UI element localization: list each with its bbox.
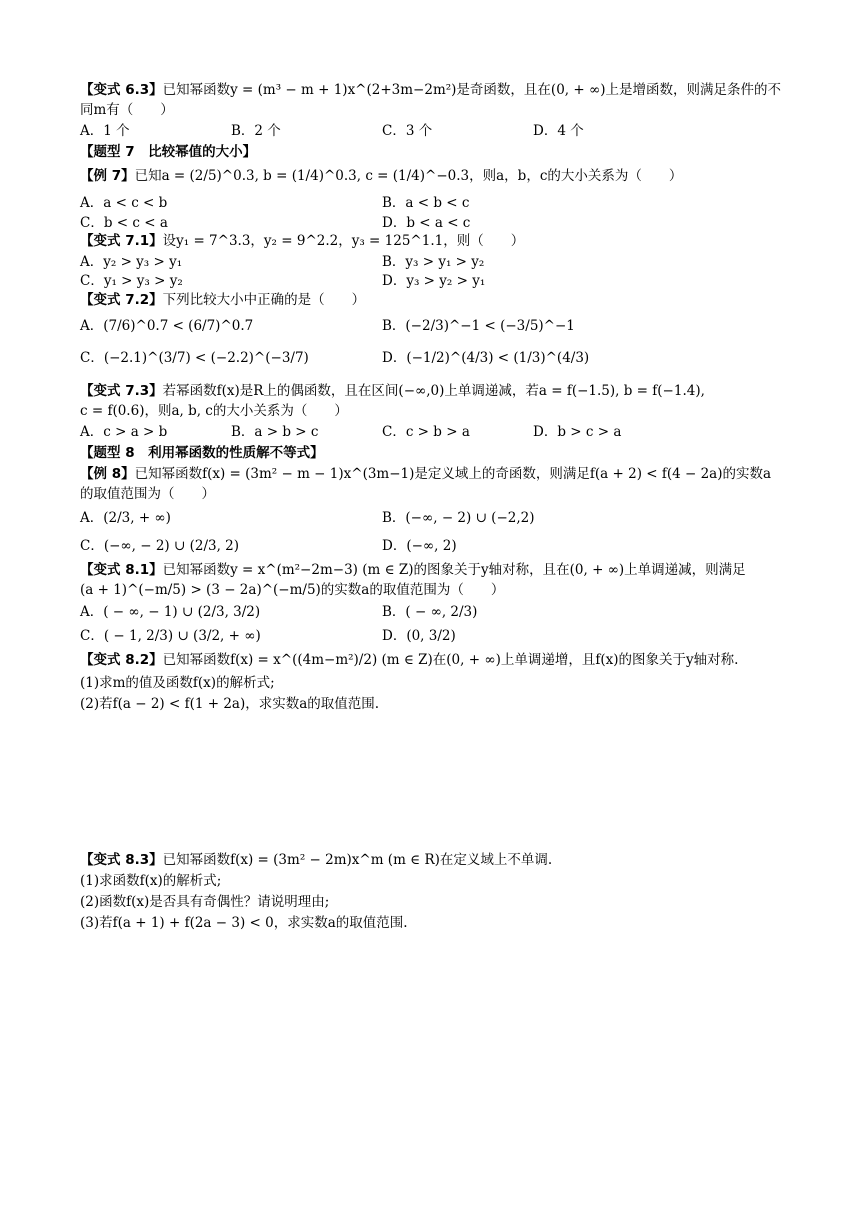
problem-text: 已知幂函数f(x) = (3m² − m − 1)x^(3m−1)是定义域上的奇函数，则满足f(a + 2) < f(4 − 2a)的实数a [134, 466, 772, 482]
option-c: C．y₁ > y₃ > y₂ [80, 273, 183, 289]
problem-e8-line2: 的取值范围为（ ） [80, 486, 215, 502]
option-d: D．b < a < c [382, 215, 471, 231]
option-b: B．a > b > c [231, 424, 319, 440]
option-b: B．(−2/3)^−1 < (−3/5)^−1 [382, 318, 575, 334]
problem-v81-line2: (a + 1)^(−m/5) > (3 − 2a)^(−m/5)的实数a的取值范围为（ ） [80, 582, 505, 598]
problem-label: 【变式 7.3】 [80, 383, 163, 399]
problem-text: 下列比较大小中正确的是（ ） [162, 292, 366, 308]
option-c: C．b < c < a [80, 215, 168, 231]
problem-text: 若幂函数f(x)是R上的偶函数，且在区间(−∞,0)上单调递减，若a = f(−1.5), b = f(−1.4), [162, 383, 705, 399]
problem-text: 设y₁ = 7^3.3，y₂ = 9^2.2，y₃ = 125^1.1，则（ ） [162, 233, 525, 249]
option-d: D．y₃ > y₂ > y₁ [382, 273, 486, 289]
option-b: B．(−∞, − 2) ∪ (−2,2) [382, 510, 535, 526]
problem-e8-line1 [80, 464, 771, 484]
option-d: D．(−∞, 2) [382, 538, 457, 554]
problem-label: 【变式 8.3】 [80, 852, 163, 868]
problem-v83-q2: (2)函数f(x)是否具有奇偶性？请说明理由; [80, 894, 330, 910]
problem-v83-q3: (3)若f(a + 1) + f(2a − 3) < 0，求实数a的取值范围. [80, 915, 408, 931]
option-a: A．y₂ > y₃ > y₁ [80, 254, 183, 270]
option-b: B．y₃ > y₁ > y₂ [382, 254, 485, 270]
option-d: D．4 个 [533, 123, 584, 139]
problem-text: 已知幂函数y = (m³ − m + 1)x^(2+3m−2m²)是奇函数，且在(0, + ∞)上是增函数，则满足条件的不 [162, 82, 781, 98]
problem-v72-line1 [80, 290, 365, 310]
problem-label: 【变式 8.1】 [80, 562, 163, 578]
option-c: C．(−2.1)^(3/7) < (−2.2)^(−3/7) [80, 350, 309, 366]
section-title-8: 【题型 8 利用幂函数的性质解不等式】 [80, 445, 324, 461]
option-b: B．2 个 [231, 123, 281, 139]
option-c: C．( − 1, 2/3) ∪ (3/2, + ∞) [80, 628, 261, 644]
problem-label: 【变式 6.3】 [80, 82, 163, 98]
problem-label: 【例 7】 [80, 168, 135, 184]
problem-v73-line1 [80, 381, 705, 401]
option-c: C．3 个 [382, 123, 433, 139]
problem-v83-line1 [80, 850, 552, 870]
problem-v82-line1 [80, 650, 738, 670]
problem-label: 【变式 7.1】 [80, 233, 163, 249]
option-a: A．(2/3, + ∞) [80, 510, 171, 526]
option-b: B．( − ∞, 2/3) [382, 604, 478, 620]
option-a: A．1 个 [80, 123, 130, 139]
problem-label: 【变式 8.2】 [80, 652, 163, 668]
problem-text: 已知幂函数f(x) = x^((4m−m²)/2) (m ∈ Z)在(0, + ∞)上单调递增，且f(x)的图象关于y轴对称. [162, 652, 739, 668]
problem-v73-line2: c = f(0.6)，则a, b, c的大小关系为（ ） [80, 403, 348, 419]
option-a: A．(7/6)^0.7 < (6/7)^0.7 [80, 318, 254, 334]
problem-v81-line1 [80, 560, 746, 580]
option-c: C．c > b > a [382, 424, 470, 440]
option-a: A．( − ∞, − 1) ∪ (2/3, 3/2) [80, 604, 261, 620]
option-d: D．b > c > a [533, 424, 622, 440]
option-d: D．(−1/2)^(4/3) < (1/3)^(4/3) [382, 350, 590, 366]
problem-v63-line1 [80, 80, 781, 100]
problem-e7-line1 [80, 166, 682, 186]
problem-text: 已知幂函数y = x^(m²−2m−3) (m ∈ Z)的图象关于y轴对称，且在(0, + ∞)上单调递减，则满足 [162, 562, 746, 578]
problem-v83-q1: (1)求函数f(x)的解析式; [80, 873, 222, 889]
problem-v63-line2: 同m有（ ） [80, 102, 174, 118]
problem-label: 【变式 7.2】 [80, 292, 163, 308]
problem-v82-q1: (1)求m的值及函数f(x)的解析式; [80, 675, 275, 691]
option-a: A．c > a > b [80, 424, 168, 440]
problem-v82-q2: (2)若f(a − 2) < f(1 + 2a)，求实数a的取值范围. [80, 696, 380, 712]
problem-text: 已知幂函数f(x) = (3m² − 2m)x^m (m ∈ R)在定义域上不单调. [162, 852, 553, 868]
problem-text: 已知a = (2/5)^0.3, b = (1/4)^0.3, c = (1/4)^−0.3，则a，b，c的大小关系为（ ） [134, 168, 683, 184]
option-a: A．a < c < b [80, 195, 168, 211]
option-d: D．(0, 3/2) [382, 628, 456, 644]
problem-v71-line1 [80, 231, 524, 251]
option-b: B．a < b < c [382, 195, 470, 211]
problem-label: 【例 8】 [80, 466, 135, 482]
option-c: C．(−∞, − 2) ∪ (2/3, 2) [80, 538, 240, 554]
section-title-7: 【题型 7 比较幂值的大小】 [80, 144, 257, 160]
